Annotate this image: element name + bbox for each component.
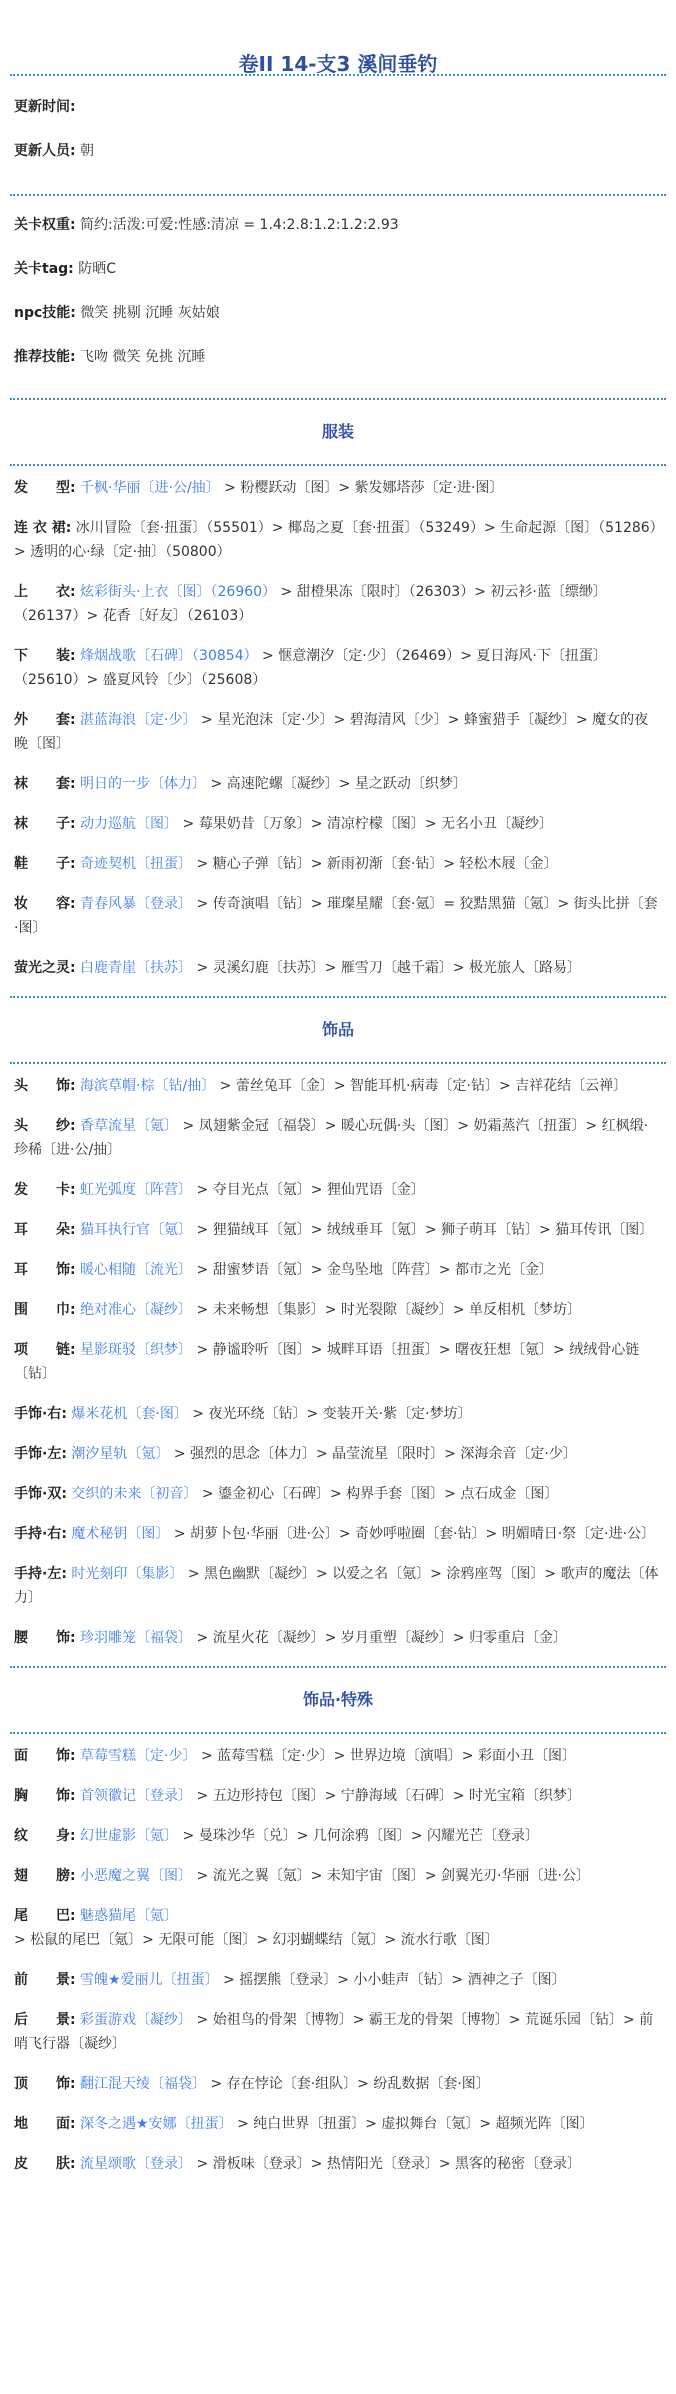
field-value: 简约:活泼:可爱:性感:清凉 = 1.4:2.8:1.2:1.2:2.93 [75,217,399,233]
alternatives: > 高速陀螺〔凝纱〕> 星之跃动〔织梦〕 [206,776,467,792]
alternatives: > 胡萝卜包·华丽〔进·公〕> 奇妙呼啦圈〔套·钻〕> 明媚晴日·祭〔定·进·公〕 [169,1526,656,1542]
slot-label: 连 衣 裙: [14,520,72,536]
slot-label: 袜 套: [14,776,76,792]
alternatives: > 未来畅想〔集影〕> 时光裂隙〔凝纱〕> 单反相机〔梦坊〕 [192,1302,582,1318]
top-pick: 深冬之遇★安娜〔扭蛋〕 [75,2116,233,2132]
alternatives: > 莓果奶昔〔万象〕> 清凉柠檬〔图〕> 无名小丑〔凝纱〕 [178,816,554,832]
slot-label: 面 饰: [14,1748,76,1764]
alternatives: 冰川冒险〔套·扭蛋〕（55501）> 椰岛之夏〔套·扭蛋〕（53249）> 生命起源〔图〕（51286）> 透明的心·绿〔定·抽〕（50800） [14,520,657,560]
alternatives: > 强烈的思念〔体力〕> 晶莹流星〔限时〕> 深海余音〔定·少〕 [169,1446,577,1462]
top-pick: 绝对准心〔凝纱〕 [75,1302,193,1318]
slot-label: 发 型: [14,480,76,496]
list-item [14,2152,662,2176]
top-pick: 魅惑猫尾〔氪〕 [75,1908,179,1924]
list-item [14,1482,662,1506]
slot-label: 发 卡: [14,1182,76,1198]
list-item [14,1626,662,1650]
section-title: 服装 [321,422,354,441]
list-item [14,1178,662,1202]
alternatives: > 糖心子弹〔钻〕> 新雨初渐〔套·钻〕> 轻松木屐〔金〕 [192,856,558,872]
top-pick: 幻世虚影〔氪〕 [75,1828,179,1844]
list-item [14,1114,662,1162]
sections-container [10,398,666,2176]
list-item [14,580,662,628]
slot-label: 头 纱: [14,1118,76,1134]
top-pick: 炫彩街头·上衣〔图〕（26960） [75,584,277,600]
list-item [14,1744,662,1768]
field-label: 关卡权重: [14,217,76,233]
slot-label: 尾 巴: [14,1908,76,1924]
slot-label: 围 巾: [14,1302,76,1318]
list-item [14,708,662,756]
list-item [14,1968,662,1992]
meta-row [14,96,662,118]
top-pick: 雪魄★爱丽儿〔扭蛋〕 [75,1972,219,1988]
slot-label: 萤光之灵: [14,960,76,976]
slot-label: 耳 饰: [14,1262,76,1278]
slot-label: 下 装: [14,648,76,664]
alternatives: > 夜光环绕〔钻〕> 变装开关·紫〔定·梦坊〕 [187,1406,472,1422]
alternatives: > 五边形持包〔图〕> 宁静海域〔石碑〕> 时光宝箱〔织梦〕 [192,1788,582,1804]
list-item [14,1402,662,1426]
slot-label: 袜 子: [14,816,76,832]
top-pick: 烽烟战歌〔石碑〕（30854） [75,648,258,664]
top-pick: 爆米花机〔套·图〕 [66,1406,188,1422]
top-pick: 魔术秘钥〔图〕 [66,1526,170,1542]
list-item [14,2072,662,2096]
field-label: npc技能: [14,305,76,321]
alternatives: > 粉樱跃动〔图〕> 紫发娜塔莎〔定·进·图〕 [219,480,504,496]
list-item [14,852,662,876]
update-meta [10,76,666,194]
field-label: 更新人员: [14,143,76,159]
slot-label: 手饰·双: [14,1486,67,1502]
list-item [14,516,662,564]
alternatives: > 星光泡沫〔定·少〕> 碧海清风〔少〕> 蜂蜜猎手〔凝纱〕> 魔女的夜晚〔图〕 [14,712,649,752]
top-pick: 首领徽记〔登录〕 [75,1788,193,1804]
alternatives: > 凤翅紫金冠〔福袋〕> 暖心玩偶·头〔图〕> 奶霜蒸汽〔扭蛋〕> 红枫缎·珍稀〔进·公/抽〕 [14,1118,649,1158]
slot-label: 胸 饰: [14,1788,76,1804]
top-pick: 彩蛋游戏〔凝纱〕 [75,2012,193,2028]
alternatives: > 甜蜜梦语〔氪〕> 金鸟坠地〔阵营〕> 都市之光〔金〕 [192,1262,554,1278]
alternatives: > 松鼠的尾巴〔氪〕> 无限可能〔图〕> 幻羽蝴蝶结〔氪〕> 流水行歌〔图〕 [14,1932,499,1948]
top-pick: 白鹿青崖〔扶苏〕 [75,960,193,976]
slot-label: 翅 膀: [14,1868,76,1884]
top-pick: 交织的未来〔初音〕 [66,1486,198,1502]
list-item [14,892,662,940]
top-pick: 千枫·华丽〔进·公/抽〕 [75,480,220,496]
list-item [14,1522,662,1546]
slot-label: 手持·右: [14,1526,67,1542]
top-pick: 珍羽雕笼〔福袋〕 [75,1630,193,1646]
slot-label: 手饰·右: [14,1406,67,1422]
alternatives: > 蓝莓雪糕〔定·少〕> 世界边境〔演唱〕> 彩面小丑〔图〕 [196,1748,576,1764]
alternatives: > 曼珠沙华〔兑〕> 几何涂鸦〔图〕> 闪耀光芒〔登录〕 [178,1828,540,1844]
list-item [14,2112,662,2136]
field-value: 微笑 挑剔 沉睡 灰姑娘 [75,305,220,321]
alternatives: > 甜橙果冻〔限时〕（26303）> 初云衫·蓝〔缥缈〕（26137）> 花香〔好友〕（26103） [14,584,607,624]
top-pick: 动力巡航〔图〕 [75,816,179,832]
slot-label: 鞋 子: [14,856,76,872]
field-label: 关卡tag: [14,261,74,277]
list-item [14,1258,662,1282]
top-pick: 时光刻印〔集影〕 [66,1566,184,1582]
alternatives: > 存在悖论〔套·组队〕> 纷乱数据〔套·图〕 [206,2076,490,2092]
top-pick: 奇迹契机〔扭蛋〕 [75,856,193,872]
field-label: 推荐技能: [14,349,76,365]
top-pick: 草莓雪糕〔定·少〕 [75,1748,197,1764]
slot-label: 项 链: [14,1342,76,1358]
top-pick: 香草流星〔氪〕 [75,1118,179,1134]
list-item [14,772,662,796]
alternatives: > 蕾丝兔耳〔金〕> 智能耳机·病毒〔定·钻〕> 吉祥花结〔云禅〕 [215,1078,628,1094]
alternatives: > 黑色幽默〔凝纱〕> 以爱之名〔氪〕> 涂鸦座驾〔图〕> 歌声的魔法〔体力〕 [14,1566,659,1606]
top-pick: 星影斑驳〔织梦〕 [75,1342,193,1358]
info-row [14,302,662,324]
level-info [10,196,666,398]
slot-label: 上 衣: [14,584,76,600]
item-list [10,1734,666,2176]
list-item [14,812,662,836]
section-title: 饰品 [321,1020,354,1039]
slot-label: 手持·左: [14,1566,67,1582]
alternatives: > 流星火花〔凝纱〕> 岁月重塑〔凝纱〕> 归零重启〔金〕 [192,1630,568,1646]
list-item [14,1074,662,1098]
list-item [14,1338,662,1386]
top-pick: 潮汐星轨〔氪〕 [66,1446,170,1462]
slot-label: 外 套: [14,712,76,728]
field-label: 更新时间: [14,99,76,115]
field-value: 飞吻 微笑 免挑 沉睡 [75,349,206,365]
top-pick: 小恶魔之翼〔图〕 [75,1868,193,1884]
alternatives: > 静谧聆听〔图〕> 城畔耳语〔扭蛋〕> 曙夜狂想〔氪〕> 绒绒骨心链〔钻〕 [14,1342,640,1382]
list-item [14,476,662,500]
alternatives: > 鎏金初心〔石碑〕> 构界手套〔图〕> 点石成金〔图〕 [197,1486,559,1502]
list-item [14,1784,662,1808]
alternatives: > 狸猫绒耳〔氪〕> 绒绒垂耳〔氪〕> 狮子萌耳〔钻〕> 猫耳传讯〔图〕 [192,1222,654,1238]
alternatives: > 夺目光点〔氪〕> 狸仙咒语〔金〕 [192,1182,425,1198]
top-pick: 暖心相随〔流光〕 [75,1262,193,1278]
item-list [10,466,666,980]
slot-label: 头 饰: [14,1078,76,1094]
list-item [14,644,662,692]
slot-label: 妆 容: [14,896,76,912]
slot-label: 顶 饰: [14,2076,76,2092]
alternatives: > 灵溪幻鹿〔扶苏〕> 雁雪刀〔越千霜〕> 极光旅人〔路易〕 [192,960,582,976]
list-item [14,1904,662,1952]
list-item [14,1864,662,1888]
top-pick: 流星颂歌〔登录〕 [75,2156,193,2172]
slot-label: 腰 饰: [14,1630,76,1646]
info-row [14,346,662,368]
item-list [10,1064,666,1650]
alternatives: > 滑板味〔登录〕> 热情阳光〔登录〕> 黑客的秘密〔登录〕 [192,2156,582,2172]
list-item [14,1824,662,1848]
slot-label: 纹 身: [14,1828,76,1844]
alternatives: > 流光之翼〔氪〕> 未知宇宙〔图〕> 剑翼光刃·华丽〔进·公〕 [192,1868,590,1884]
list-item [14,2008,662,2056]
section-title: 饰品·特殊 [302,1690,374,1709]
alternatives: > 纯白世界〔扭蛋〕> 虚拟舞台〔氪〕> 超频光阵〔图〕 [232,2116,594,2132]
slot-label: 地 面: [14,2116,76,2132]
alternatives: > 始祖鸟的骨架〔博物〕> 霸王龙的骨架〔博物〕> 荒诞乐园〔钻〕> 前哨飞行器〔凝纱〕 [14,2012,654,2052]
slot-label: 前 景: [14,1972,76,1988]
top-pick: 翻江混天绫〔福袋〕 [75,2076,207,2092]
top-pick: 海滨草帽·棕〔钻/抽〕 [75,1078,216,1094]
meta-row [14,140,662,162]
alternatives: > 惬意潮汐〔定·少〕（26469）> 夏日海风·下〔扭蛋〕（25610）> 盛夏风铃〔少〕（25608） [14,648,607,688]
field-value: 防晒C [73,261,116,277]
field-value: 朝 [75,143,95,159]
list-item [14,1562,662,1610]
alternatives: > 摇摆熊〔登录〕> 小小蛙声〔钻〕> 酒神之子〔图〕 [218,1972,566,1988]
list-item [14,1442,662,1466]
alternatives: > 传奇演唱〔钻〕> 璀璨星耀〔套·氪〕= 狡黠黑猫〔氪〕> 街头比拼〔套·图〕 [14,896,658,936]
slot-label: 耳 朵: [14,1222,76,1238]
page-title: 卷II 14-支3 溪间垂钓 [238,52,438,76]
top-pick: 猫耳执行官〔氪〕 [75,1222,193,1238]
top-pick: 虹光弧度〔阵营〕 [75,1182,193,1198]
list-item [14,1218,662,1242]
info-row [14,258,662,280]
top-pick: 青春风暴〔登录〕 [75,896,193,912]
top-pick: 湛蓝海浪〔定·少〕 [75,712,197,728]
slot-label: 手饰·左: [14,1446,67,1462]
slot-label: 后 景: [14,2012,76,2028]
list-item [14,1298,662,1322]
slot-label: 皮 肤: [14,2156,76,2172]
top-pick: 明日的一步〔体力〕 [75,776,207,792]
list-item [14,956,662,980]
info-row [14,214,662,236]
